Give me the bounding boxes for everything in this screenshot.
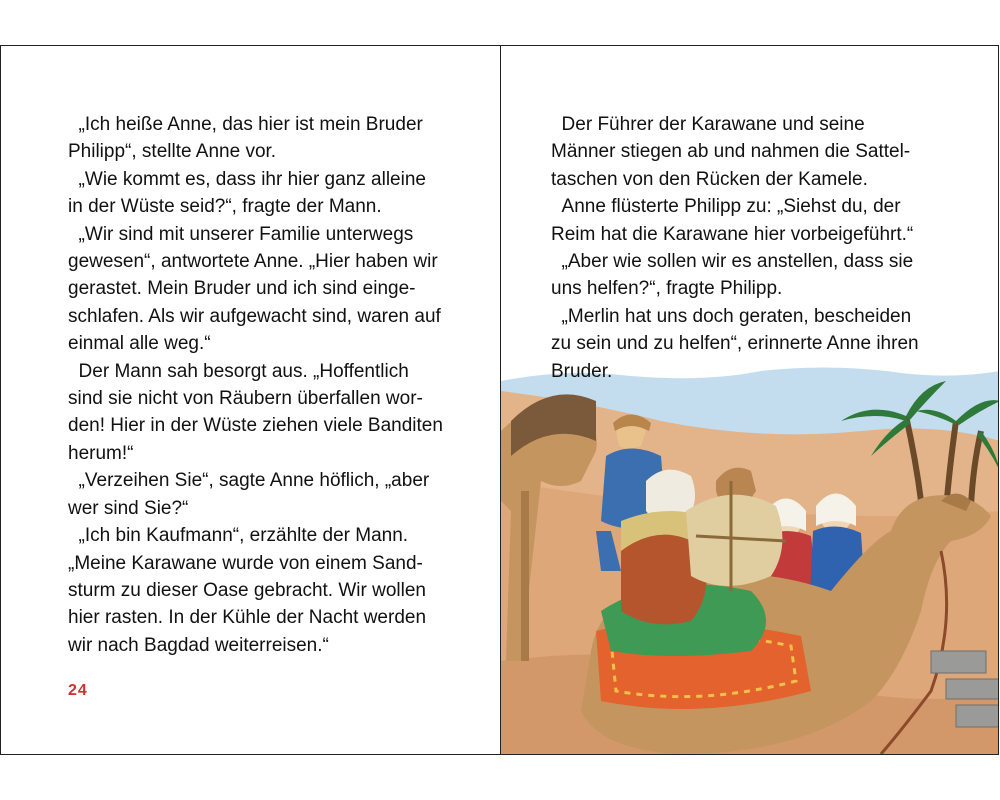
text-line: Philipp“, stellte Anne vor. bbox=[68, 141, 277, 163]
text-line: wer sind Sie?“ bbox=[68, 497, 189, 519]
text-line: gerastet. Mein Bruder und ich sind einge- bbox=[68, 278, 416, 300]
left-page bbox=[0, 46, 500, 754]
text-line: schlafen. Als wir aufgewacht sind, waren auf bbox=[68, 305, 441, 327]
text-line: hier rasten. In der Kühle der Nacht werden bbox=[68, 607, 427, 629]
text-line: uns helfen?“, fragte Philipp. bbox=[551, 278, 783, 300]
text-line: „Wir sind mit unserer Familie unterwegs bbox=[68, 223, 414, 245]
right-page bbox=[500, 46, 999, 754]
text-line: Reim hat die Karawane hier vorbeigeführt.“ bbox=[551, 223, 914, 245]
text-line: „Merlin hat uns doch geraten, bescheiden bbox=[551, 305, 912, 327]
text-line: Der Führer der Karawane und seine bbox=[551, 114, 865, 135]
text-line: sind sie nicht von Räubern überfallen wor- bbox=[68, 388, 423, 410]
text-line: in der Wüste seid?“, fragte der Mann. bbox=[68, 196, 382, 218]
text-line: „Verzeihen Sie“, sagte Anne höflich, „aber bbox=[68, 470, 430, 492]
text-line: Bruder. bbox=[551, 360, 613, 382]
text-line: den! Hier in der Wüste ziehen viele Banditen bbox=[68, 415, 443, 437]
text-line: zu sein und zu helfen“, erinnerte Anne ihren bbox=[551, 333, 919, 355]
text-line: sturm zu dieser Oase gebracht. Wir wollen bbox=[68, 579, 426, 601]
text-line: Männer stiegen ab und nahmen die Sattel- bbox=[551, 141, 911, 163]
text-line: gewesen“, antwortete Anne. „Hier haben wir bbox=[68, 251, 438, 273]
left-page-text bbox=[68, 111, 458, 659]
text-line: „Wie kommt es, dass ihr hier ganz alleine bbox=[68, 168, 426, 190]
text-line: „Meine Karawane wurde von einem Sand- bbox=[68, 552, 423, 574]
text-line: taschen von den Rücken der Kamele. bbox=[551, 168, 868, 190]
text-line: einmal alle weg.“ bbox=[68, 333, 211, 355]
text-line: Der Mann sah besorgt aus. „Hoffentlich bbox=[68, 360, 409, 382]
text-line: wir nach Bagdad weiterreisen.“ bbox=[68, 634, 329, 656]
caravan-illustration bbox=[501, 361, 999, 754]
text-line: Anne flüsterte Philipp zu: „Siehst du, der bbox=[551, 196, 901, 218]
book-spread bbox=[0, 45, 999, 755]
right-page-text bbox=[551, 111, 943, 385]
text-line: herum!“ bbox=[68, 442, 134, 464]
text-line: „Aber wie sollen wir es anstellen, dass sie bbox=[551, 251, 914, 273]
page-number: 24 bbox=[68, 682, 88, 699]
text-line: „Ich heiße Anne, das hier ist mein Bruder bbox=[68, 114, 423, 135]
text-line: „Ich bin Kaufmann“, erzählte der Mann. bbox=[68, 525, 409, 547]
